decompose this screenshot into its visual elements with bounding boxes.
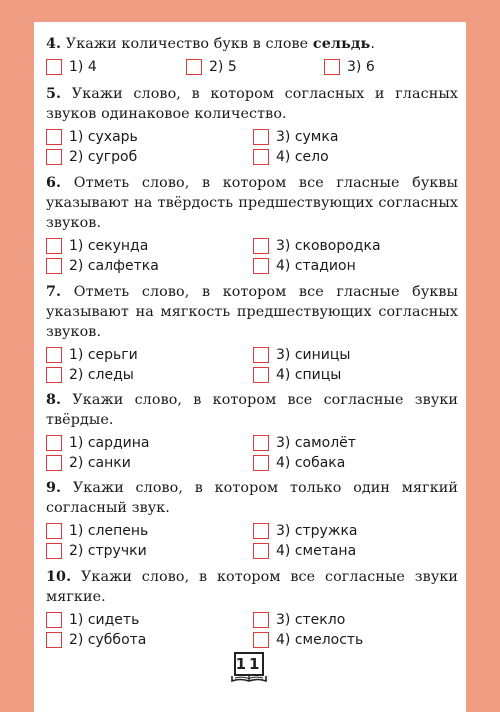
question-number: 9. (46, 480, 62, 496)
option-4[interactable]: 4) село (253, 147, 329, 167)
question-tail: . (370, 36, 375, 52)
option-3[interactable]: 3) самолёт (253, 433, 356, 453)
question-text: Укажи количество букв в слове (65, 36, 313, 52)
options (46, 521, 458, 563)
checkbox[interactable] (324, 59, 340, 75)
checkbox[interactable] (253, 455, 269, 471)
checkbox[interactable] (253, 258, 269, 274)
question-number: 8. (46, 392, 62, 408)
question-9 (46, 478, 458, 563)
option-1[interactable]: 1) слепень (46, 521, 148, 541)
checkbox[interactable] (253, 523, 269, 539)
option-3[interactable]: 3) синицы (253, 345, 350, 365)
question-text: Отметь слово, в котором все гласные буквы указывают на твёрдость предшествующих согласных звуков. (46, 175, 458, 231)
checkbox[interactable] (46, 543, 62, 559)
checkbox[interactable] (253, 238, 269, 254)
question-number: 5. (46, 86, 62, 102)
question-10 (46, 567, 458, 652)
question-number: 10. (46, 569, 72, 585)
option-4[interactable]: 4) сметана (253, 541, 356, 561)
option-1[interactable]: 1) серьги (46, 345, 138, 365)
option-4[interactable]: 4) смелость (253, 630, 363, 650)
option-3[interactable]: 3) стружка (253, 521, 358, 541)
page-number-badge (230, 652, 268, 684)
checkbox[interactable] (253, 632, 269, 648)
checkbox[interactable] (186, 59, 202, 75)
page-number: 11 (234, 652, 264, 676)
question-text: Укажи слово, в котором все согласные звуки твёрдые. (46, 392, 458, 428)
option-4[interactable]: 4) стадион (253, 256, 356, 276)
checkbox[interactable] (46, 347, 62, 363)
option-4[interactable]: 4) спицы (253, 365, 341, 385)
checkbox[interactable] (253, 612, 269, 628)
checkbox[interactable] (46, 612, 62, 628)
checkbox[interactable] (253, 347, 269, 363)
question-7 (46, 282, 458, 387)
option-1[interactable]: 1) 4 (46, 57, 97, 77)
checkbox[interactable] (46, 258, 62, 274)
checkbox[interactable] (46, 523, 62, 539)
worksheet-page (34, 22, 466, 712)
checkbox[interactable] (46, 455, 62, 471)
checkbox[interactable] (253, 129, 269, 145)
options (46, 236, 458, 278)
question-number: 7. (46, 284, 62, 300)
options (46, 57, 458, 79)
question-text: Отметь слово, в котором все гласные буквы указывают на мягкость предшествующих согласных звуков. (46, 284, 458, 340)
question-text: Укажи слово, в котором согласных и гласных звуков одинаковое количество. (46, 86, 458, 122)
question-keyword: сельдь (312, 36, 371, 52)
options (46, 433, 458, 475)
option-2[interactable]: 2) сугроб (46, 147, 137, 167)
question-number: 4. (46, 36, 62, 52)
checkbox[interactable] (253, 149, 269, 165)
option-3[interactable]: 3) стекло (253, 610, 345, 630)
checkbox[interactable] (46, 435, 62, 451)
checkbox[interactable] (46, 367, 62, 383)
question-text: Укажи слово, в котором только один мягкий согласный звук. (46, 480, 458, 516)
option-1[interactable]: 1) сидеть (46, 610, 139, 630)
option-2[interactable]: 2) санки (46, 453, 131, 473)
option-3[interactable]: 3) сковородка (253, 236, 381, 256)
checkbox[interactable] (46, 59, 62, 75)
option-2[interactable]: 2) 5 (186, 57, 237, 77)
option-1[interactable]: 1) сухарь (46, 127, 138, 147)
option-2[interactable]: 2) следы (46, 365, 134, 385)
question-number: 6. (46, 175, 62, 191)
question-6 (46, 173, 458, 278)
options (46, 127, 458, 169)
question-4 (46, 34, 458, 79)
checkbox[interactable] (253, 367, 269, 383)
checkbox[interactable] (253, 543, 269, 559)
option-3[interactable]: 3) 6 (324, 57, 375, 77)
option-3[interactable]: 3) сумка (253, 127, 338, 147)
checkbox[interactable] (46, 149, 62, 165)
question-5 (46, 84, 458, 169)
option-1[interactable]: 1) секунда (46, 236, 148, 256)
option-4[interactable]: 4) собака (253, 453, 345, 473)
checkbox[interactable] (46, 238, 62, 254)
checkbox[interactable] (46, 632, 62, 648)
checkbox[interactable] (46, 129, 62, 145)
option-1[interactable]: 1) сардина (46, 433, 150, 453)
question-text: Укажи слово, в котором все согласные звуки мягкие. (46, 569, 458, 605)
question-8 (46, 390, 458, 475)
option-2[interactable]: 2) суббота (46, 630, 146, 650)
option-2[interactable]: 2) салфетка (46, 256, 159, 276)
options (46, 345, 458, 387)
checkbox[interactable] (253, 435, 269, 451)
option-2[interactable]: 2) стручки (46, 541, 147, 561)
options (46, 610, 458, 652)
